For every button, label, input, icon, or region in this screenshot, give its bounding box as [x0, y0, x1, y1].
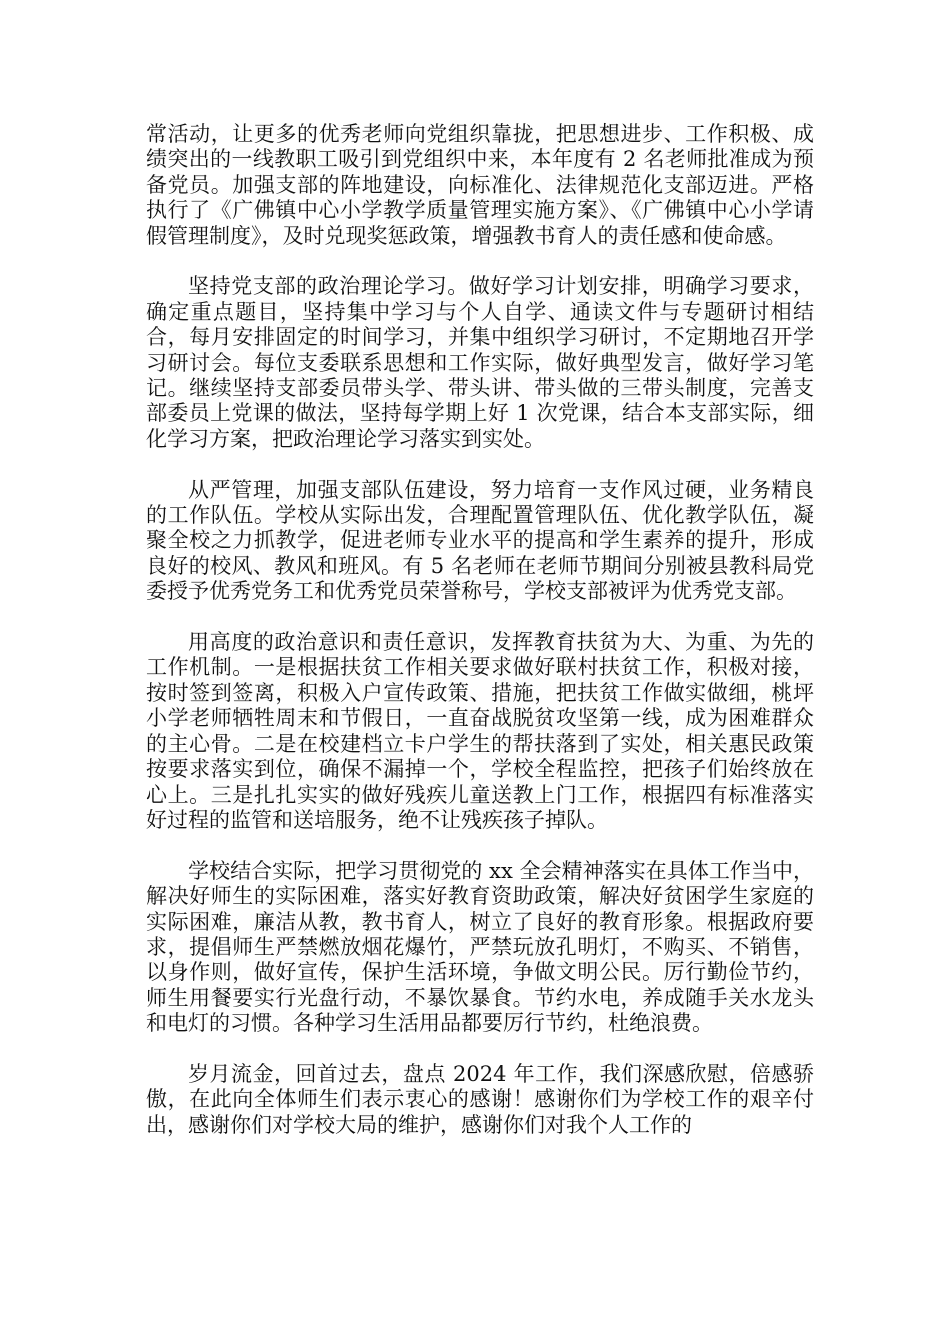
- document-body: [146, 122, 814, 1164]
- paragraph-3: 从严管理，加强支部队伍建设，努力培育一支作风过硬，业务精良的工作队伍。学校从实际出发，合理配置管理队伍、优化教学队伍，凝聚全校之力抓教学，促进老师专业水平的提高和学生素养的提升，形成良好的校风、教风和班风。有 5 名老师在老师节期间分别被县教科局党委授予优秀党务工和优秀党员荣誉称号，学校支部被评为优秀党支部。: [146, 477, 814, 604]
- paragraph-1: 常活动，让更多的优秀老师向党组织靠拢，把思想进步、工作积极、成绩突出的一线教职工吸引到党组织中来，本年度有 2 名老师批准成为预备党员。加强支部的阵地建设，向标准化、法律规范化支部迈进。严格执行了《广佛镇中心小学教学质量管理实施方案》、《广佛镇中心小学请假管理制度》，及时兑现奖惩政策，增强教书育人的责任感和使命感。: [146, 122, 814, 248]
- paragraph-6: 岁月流金，回首过去，盘点 2024 年工作，我们深感欣慰，倍感骄傲，在此向全体师生们表示衷心的感谢！感谢你们为学校工作的艰辛付出，感谢你们对学校大局的维护，感谢你们对我个人工作的: [146, 1061, 814, 1137]
- paragraph-4: 用高度的政治意识和责任意识，发挥教育扶贫为大、为重、为先的工作机制。一是根据扶贫工作相关要求做好联村扶贫工作，积极对接，按时签到签离，积极入户宣传政策、措施，把扶贫工作做实做细，桃坪小学老师牺牲周末和节假日，一直奋战脱贫攻坚第一线，成为困难群众的主心骨。二是在校建档立卡户学生的帮扶落到了实处，相关惠民政策按要求落实到位，确保不漏掉一个，学校全程监控，把孩子们始终放在心上。三是扎扎实实的做好残疾儿童送教上门工作，根据四有标准落实好过程的监管和送培服务，绝不让残疾孩子掉队。: [146, 630, 814, 832]
- paragraph-5: 学校结合实际，把学习贯彻党的 xx 全会精神落实在具体工作当中，解决好师生的实际困难，落实好教育资助政策，解决好贫困学生家庭的实际困难，廉洁从教，教书育人，树立了良好的教育形象。根据政府要求，提倡师生严禁燃放烟花爆竹，严禁玩放孔明灯，不购买、不销售，以身作则，做好宣传，保护生活环境，争做文明公民。厉行勤俭节约，师生用餐要实行光盘行动，不暴饮暴食。节约水电，养成随手关水龙头和电灯的习惯。各种学习生活用品都要厉行节约，杜绝浪费。: [146, 858, 814, 1036]
- paragraph-2: 坚持党支部的政治理论学习。做好学习计划安排，明确学习要求，确定重点题目，坚持集中学习与个人自学、通读文件与专题研讨相结合，每月安排固定的时间学习，并集中组织学习研讨，不定期地召开学习研讨会。每位支委联系思想和工作实际，做好典型发言，做好学习笔记。继续坚持支部委员带头学、带头讲、带头做的三带头制度，完善支部委员上党课的做法，坚持每学期上好 1 次党课，结合本支部实际，细化学习方案，把政治理论学习落实到实处。: [146, 274, 814, 451]
